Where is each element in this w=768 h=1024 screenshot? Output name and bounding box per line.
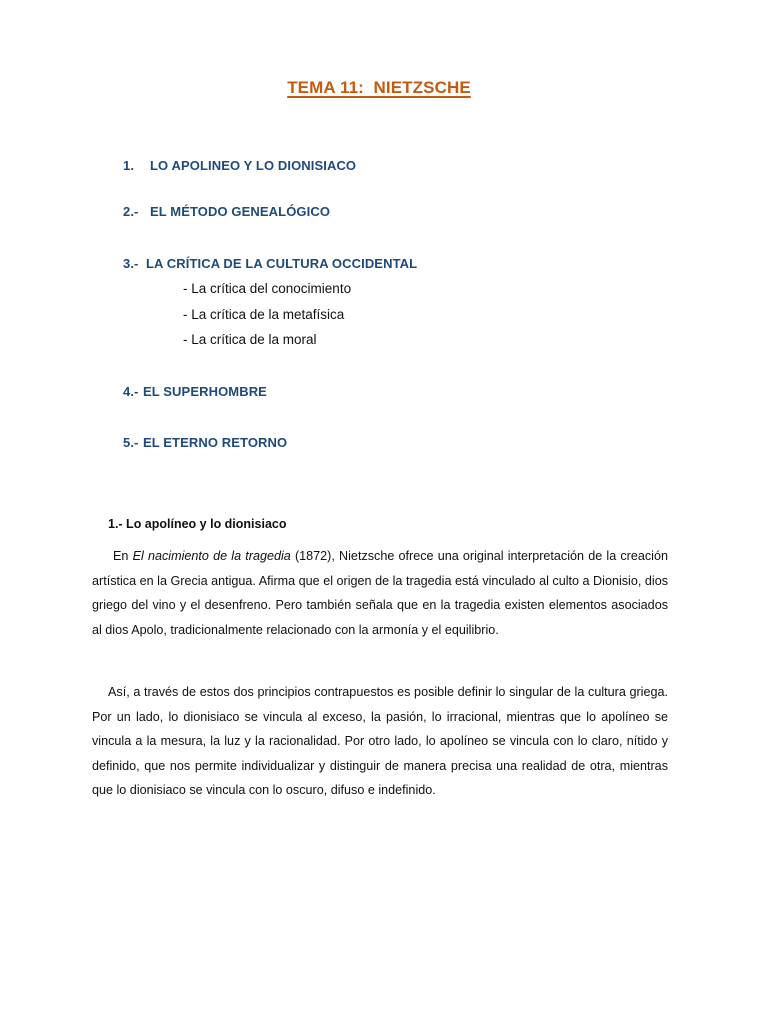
section-heading: 1.- Lo apolíneo y lo dionisiaco [108, 517, 287, 531]
book-title: El nacimiento de la tragedia [132, 549, 291, 563]
toc-item-number: 2.- [123, 204, 139, 219]
paragraph-prefix: En [113, 549, 133, 563]
toc-item-2 [123, 204, 330, 219]
toc-item-number: 5.- [123, 435, 139, 450]
toc-item-label: LA CRÍTICA DE LA CULTURA OCCIDENTAL [146, 256, 418, 271]
toc-item-number: 1. [123, 158, 135, 173]
body-paragraph-1 [92, 544, 668, 642]
toc-item-label: EL ETERNO RETORNO [143, 435, 288, 450]
toc-item-number: 3.- [123, 256, 139, 271]
toc-item-4 [123, 384, 267, 399]
toc-item-number: 4.- [123, 384, 139, 399]
toc-item-3 [123, 256, 417, 271]
document-title-text: TEMA 11: NIETZSCHE [287, 78, 471, 97]
toc-subitem-conocimiento: - La crítica del conocimiento [183, 281, 352, 296]
document-title [0, 78, 758, 98]
toc-subitem-moral: - La crítica de la moral [183, 332, 317, 347]
toc-item-label: EL SUPERHOMBRE [143, 384, 267, 399]
toc-item-label: LO APOLINEO Y LO DIONISIACO [150, 158, 357, 173]
toc-item-label: EL MÉTODO GENEALÓGICO [150, 204, 331, 219]
toc-item-1 [123, 158, 356, 173]
toc-item-5 [123, 435, 287, 450]
toc-subitem-metafisica: - La crítica de la metafísica [183, 307, 345, 322]
paragraph-text: Así, a través de estos dos principios contrapuestos es posible definir lo singular de la cultura griega. Por un lado, lo dionisiaco se vincula al exceso, la pasión, lo irracional, mientras que lo apolíneo se vincula a la mesura, la luz y la racionalidad. Por otro lado, lo apolíneo se vincula con lo claro, nítido y definido, que nos permite individualizar y distinguir de manera precisa una realidad de otra, mientras que lo dionisiaco se vincula con lo oscuro, difuso e indefinido. [92, 685, 668, 798]
body-paragraph-2 [92, 680, 668, 803]
paragraph-text: (1872), Nietzsche ofrece una original interpretación de la creación artística en la Grecia antigua. Afirma que el origen de la tragedia está vinculado al culto a Dionisio, dios griego del vino y el desenfreno. Pero también señala que en la tragedia existen elementos asociados al dios Apolo, tradicionalmente relacionado con la armonía y el equilibrio. [92, 549, 668, 637]
